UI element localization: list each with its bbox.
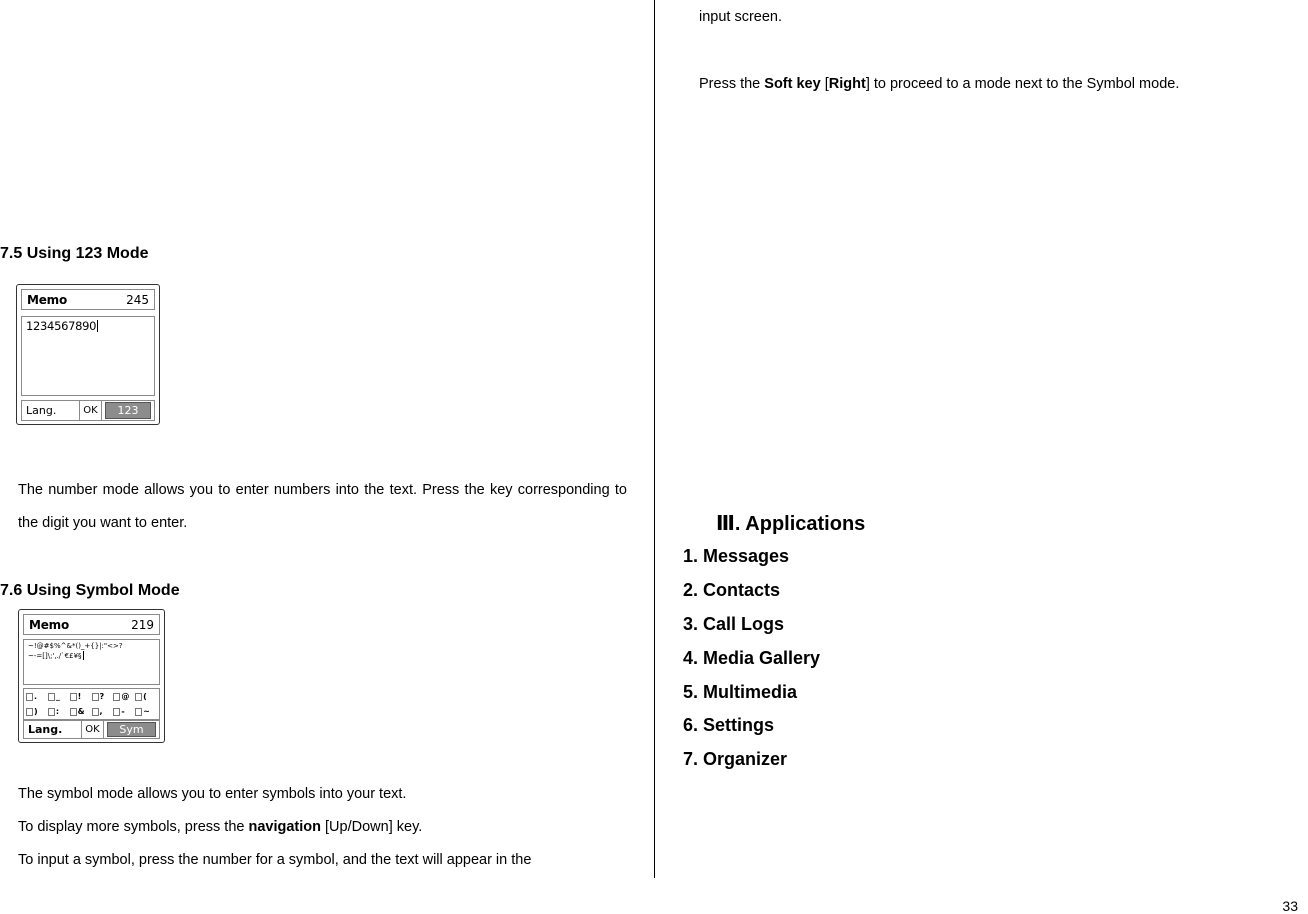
symbol-char: , [99, 707, 103, 716]
key-box-icon [70, 708, 77, 716]
symbol-char: . [34, 692, 38, 701]
section-heading-symbol-mode: 7.6 Using Symbol Mode [0, 582, 180, 599]
symbol-picker-grid [23, 688, 160, 720]
soft-key-term: Soft key [764, 76, 821, 92]
phone-screenshot-123-mode [16, 284, 160, 425]
phone-char-count: 245 [126, 292, 149, 307]
phone-text-area [23, 639, 160, 685]
list-item: 7. Organizer [683, 749, 788, 769]
phone-entered-symbols-line1: ~!@#$%^&*()_+{}|:"<>? [28, 642, 123, 650]
symbol-cell [70, 692, 92, 701]
key-box-icon [26, 708, 33, 716]
list-item: 4. Media Gallery [683, 648, 821, 668]
phone-entered-symbols-line2: ~-=[]\;',./`€£¥§ [28, 652, 82, 660]
para2-prefix: To display more symbols, press the [18, 819, 249, 835]
symbol-cell [48, 692, 70, 701]
phone-title: Memo [27, 292, 68, 307]
symbol-cell [48, 707, 70, 716]
paragraph-continuation: input screen. [699, 9, 783, 25]
symbol-char: ~ [143, 707, 150, 716]
phone-char-count: 219 [131, 617, 154, 632]
list-item: 1. Messages [683, 546, 790, 566]
key-box-icon [48, 693, 55, 701]
key-box-icon [26, 693, 33, 701]
right-key-term: Right [828, 76, 866, 92]
applications-list [683, 546, 820, 783]
press-suffix: ] to proceed to a mode next to the Symbol mode. [865, 76, 1180, 92]
symbol-char: ! [77, 692, 82, 701]
paragraph-symbol-mode-3: To input a symbol, press the number for a symbol, and the text will appear in the [18, 852, 532, 868]
column-divider [654, 0, 655, 878]
phone-entered-text: 1234567890 [26, 319, 97, 333]
symbol-char: ) [34, 707, 38, 716]
symbol-char: ? [99, 692, 105, 701]
symbol-char: - [121, 707, 125, 716]
softkey-right: 123 [105, 402, 151, 419]
paragraph-symbol-mode-2 [18, 811, 627, 844]
key-box-icon [135, 693, 142, 701]
softkey-middle: OK [82, 721, 104, 738]
key-box-icon [92, 693, 99, 701]
para2-suffix: [Up/Down] key. [321, 819, 423, 835]
phone-title-bar [21, 289, 155, 310]
list-item: 5. Multimedia [683, 682, 798, 702]
key-box-icon [135, 708, 142, 716]
symbol-cell [92, 692, 114, 701]
paragraph-soft-key-right [699, 68, 1289, 101]
symbol-char: _ [55, 692, 60, 701]
symbol-cell [70, 707, 92, 716]
symbol-char: & [77, 707, 85, 716]
bracket-open: [ [820, 76, 829, 92]
softkey-right: Sym [107, 722, 156, 737]
symbol-char: : [55, 707, 60, 716]
key-box-icon [70, 693, 77, 701]
phone-softkey-bar [21, 400, 155, 421]
phone-title: Memo [29, 617, 70, 632]
softkey-left: Lang. [24, 721, 82, 738]
symbol-cell [135, 707, 157, 716]
list-item: 3. Call Logs [683, 614, 785, 634]
phone-softkey-bar [23, 720, 160, 739]
section-heading-123-mode: 7.5 Using 123 Mode [0, 245, 149, 262]
symbol-cell [92, 707, 114, 716]
page-number: 33 [1282, 898, 1298, 914]
paragraph-123-mode: The number mode allows you to enter numbers into the text. Press the key corresponding to the digit you want to enter. [18, 482, 627, 531]
softkey-left: Lang. [22, 401, 80, 420]
phone-title-bar [23, 614, 160, 635]
press-prefix: Press the [699, 76, 765, 92]
phone-text-area [21, 316, 155, 396]
symbol-char: @ [121, 692, 130, 701]
chapter-title: Ⅲ. Applications [716, 513, 866, 535]
symbol-cell [26, 692, 48, 701]
symbol-cell [135, 692, 157, 701]
text-cursor [83, 651, 84, 660]
symbol-cell [113, 707, 135, 716]
symbol-char: ( [143, 692, 147, 701]
key-box-icon [113, 693, 120, 701]
key-box-icon [92, 708, 99, 716]
key-box-icon [48, 708, 55, 716]
paragraph-symbol-mode-1: The symbol mode allows you to enter symbols into your text. [18, 786, 407, 802]
text-cursor [97, 320, 98, 332]
phone-screenshot-symbol-mode [18, 609, 165, 743]
key-box-icon [113, 708, 120, 716]
softkey-middle: OK [80, 401, 102, 420]
list-item: 6. Settings [683, 715, 775, 735]
navigation-key-term: navigation [248, 819, 321, 835]
list-item: 2. Contacts [683, 580, 781, 600]
symbol-cell [26, 707, 48, 716]
symbol-cell [113, 692, 135, 701]
